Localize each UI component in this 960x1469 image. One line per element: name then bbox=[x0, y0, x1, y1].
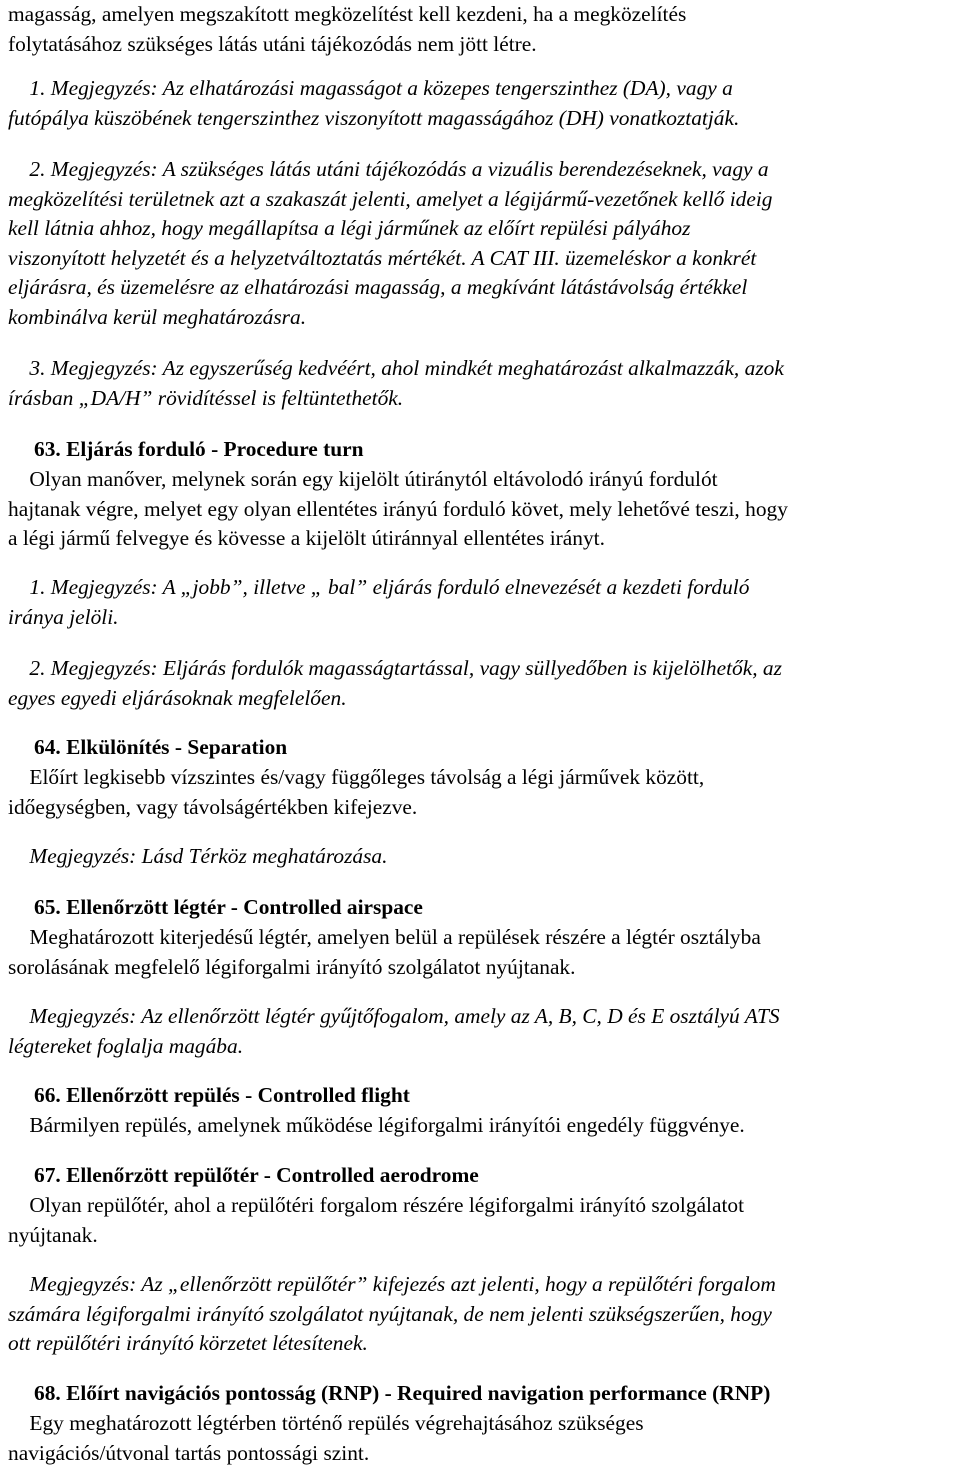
section-67-note: Megjegyzés: Az „ellenőrzött repülőtér” kifejezés azt jelenti, hogy a repülőtéri forgalom számára légiforgalmi irányító szolgálatot nyújtanak, de nem jelenti szükségszerűen, hogy ott repülőtéri irányító körzetet létesítenek. bbox=[8, 1272, 776, 1355]
section-65-note: Megjegyzés: Az ellenőrzött légtér gyűjtőfogalom, amely az A, B, C, D és E osztályú ATS légtereket foglalja magába. bbox=[8, 1004, 780, 1058]
section-63-note-1: 1. Megjegyzés: A „jobb”, illetve „ bal” eljárás forduló elnevezését a kezdeti forduló iránya jelöli. bbox=[8, 575, 750, 629]
section-66-heading: 66. Ellenőrzött repülés - Controlled flight bbox=[34, 1083, 410, 1107]
section-63-definition: Olyan manőver, melynek során egy kijelölt útiránytól eltávolodó irányú fordulót hajtanak végre, melyet egy olyan ellentétes irányú forduló követ, mely lehetővé teszi, hogy a légi jármű felvegye és kövesse a kijelölt útiránnyal ellentétes irányt. bbox=[8, 467, 788, 550]
section-64-heading: 64. Elkülönítés - Separation bbox=[34, 735, 288, 759]
section-64-note: Megjegyzés: Lásd Térköz meghatározása. bbox=[8, 844, 388, 868]
note-3-paragraph: 3. Megjegyzés: Az egyszerűség kedvéért, ahol mindkét meghatározást alkalmazzák, azok írásban „DA/H” rövidítéssel is feltüntethetők. bbox=[8, 356, 784, 410]
section-67-heading: 67. Ellenőrzött repülőtér - Controlled aerodrome bbox=[34, 1163, 479, 1187]
section-63-heading: 63. Eljárás forduló - Procedure turn bbox=[34, 437, 364, 461]
note-2-paragraph: 2. Megjegyzés: A szükséges látás utáni tájékozódás a vizuális berendezéseknek, vagy a megközelítési területnek azt a szakaszát jelenti, amelyet a légijármű-vezetőnek kellő ideig kell látnia ahhoz, hogy megállapítsa a légi járműnek az előírt repülési pályához viszonyított helyzetét és a helyzetváltoztatás mértékét. A CAT III. üzemeléskor a konkrét eljárásra, és üzemelésre az elhatározási magasság, a megkívánt látástávolság értékkel kombinálva kerül meghatározásra. bbox=[8, 157, 773, 329]
section-66-definition: Bármilyen repülés, amelynek működése légiforgalmi irányítói engedély függvénye. bbox=[8, 1113, 745, 1137]
section-64-definition: Előírt legkisebb vízszintes és/vagy függőleges távolság a légi járművek között, időegységben, vagy távolságértékben kifejezve. bbox=[8, 765, 705, 819]
section-65-definition: Meghatározott kiterjedésű légtér, amelyen belül a repülések részére a légtér osztályba sorolásának megfelelő légiforgalmi irányító szolgálatot nyújtanak. bbox=[8, 925, 761, 979]
intro-continuation-paragraph: magasság, amelyen megszakított megközelítést kell kezdeni, ha a megközelítés folytatásához szükséges látás utáni tájékozódás nem jött létre. bbox=[8, 2, 687, 56]
section-63-note-2: 2. Megjegyzés: Eljárás fordulók magasságtartással, vagy süllyedőben is kijelölhetők, az egyes egyedi eljárásoknak megfelelően. bbox=[8, 656, 782, 710]
section-65-heading: 65. Ellenőrzött légtér - Controlled airspace bbox=[34, 895, 423, 919]
section-67-definition: Olyan repülőtér, ahol a repülőtéri forgalom részére légiforgalmi irányító szolgálatot nyújtanak. bbox=[8, 1193, 745, 1247]
section-68-heading: 68. Előírt navigációs pontosság (RNP) - Required navigation performance (RNP) bbox=[34, 1381, 771, 1405]
section-68-definition: Egy meghatározott légtérben történő repülés végrehajtásához szükséges navigációs/útvonal tartás pontossági szint. bbox=[8, 1411, 644, 1465]
note-1-paragraph: 1. Megjegyzés: Az elhatározási magasságot a közepes tengerszinthez (DA), vagy a futópálya küszöbének tengerszinthez viszonyított magasságához (DH) vonatkoztatják. bbox=[8, 76, 740, 130]
